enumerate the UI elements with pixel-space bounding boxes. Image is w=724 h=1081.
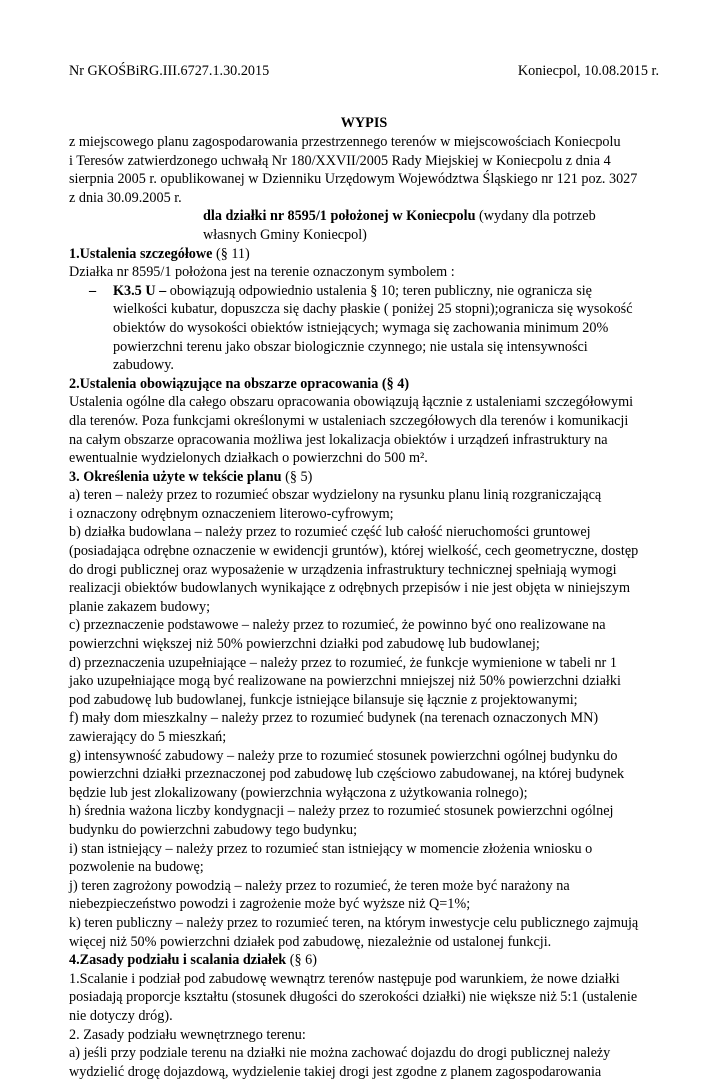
section-1-text: Działka nr 8595/1 położona jest na terenie oznaczonym symbolem : — [69, 264, 455, 281]
section-1-heading: 1.Ustalenia szczegółowe (§ 11) — [69, 245, 250, 262]
section-3-line: c) przeznaczenie podstawowe – należy przez to rozumieć, że powinno być ono realizowane na — [69, 617, 606, 634]
zone-line: wielkości kubatur, dopuszcza się dachy płaskie ( poniżej 25 stopni);ogranicza się wysokość — [113, 301, 633, 318]
section-3-line: pozwolenie na budowę; — [69, 859, 204, 876]
zone-line: obiektów do wysokości obiektów istniejących; wymaga się zachowania minimum 20% — [113, 319, 609, 336]
section-3-line: g) intensywność zabudowy – należy prze to rozumieć stosunek powierzchni ogólnej budynku do — [69, 747, 618, 764]
zone-line: zabudowy. — [113, 357, 174, 374]
section-3-heading: 3. Określenia użyte w tekście planu (§ 5) — [69, 468, 313, 485]
section-3-line: realizacji obiektów budowlanych wynikające z odrębnych przepisów i nie jest objęta w niniejszym — [69, 580, 631, 597]
section-4-line: posiadają proporcje kształtu (stosunek długości do szerokości działki) nie większe niż 5:1 (ustalenie — [69, 989, 638, 1006]
section-2-line: ewentualnie wydzielonych działkach o powierzchni do 500 m². — [69, 450, 428, 467]
section-3-line: budynku do powierzchni zabudowy tego budynku; — [69, 821, 358, 838]
parcel-line — [69, 207, 659, 226]
section-3-line: f) mały dom mieszkalny – należy przez to rozumieć budynek (na terenach oznaczonych MN) — [69, 710, 599, 727]
section-3-line: powierzchni działki przeznaczonej pod zabudowę lub częściowo zabudowanej, na której budynek — [69, 766, 625, 783]
section-3-line: więcej niż 50% powierzchni działek pod zabudowę, niezależnie od ustalonej funkcji. — [69, 933, 552, 950]
section-4-line: wydzielić drogę dojazdową, wydzielenie takiej drogi jest zgodne z planem zagospodarowania — [69, 1063, 602, 1080]
section-2-line: na całym obszarze opracowania możliwa jest lokalizacja obiektów i urządzeń infrastruktury na — [69, 431, 608, 448]
section-4-line: 1.Scalanie i podział pod zabudowę wewnątrz terenów następuje pod warunkiem, że nowe działki — [69, 970, 620, 987]
intro-line: i Teresów zatwierdzonego uchwałą Nr 180/XXVII/2005 Rady Miejskiej w Koniecpolu z dnia 4 — [69, 152, 611, 169]
section-3-line: jako uzupełniające mogą być realizowane na powierzchni mniejszej niż 50% powierzchni działki — [69, 673, 621, 690]
reference-number: Nr GKOŚBiRG.III.6727.1.30.2015 — [69, 63, 270, 79]
section-3-line: b) działka budowlana – należy przez to rozumieć część lub całość nieruchomości gruntowej — [69, 524, 591, 541]
section-3-line: powierzchni większej niż 50% powierzchni działki pod zabudowę lub budowlanej; — [69, 636, 540, 653]
section-3-line: a) teren – należy przez to rozumieć obszar wydzielony na rysunku planu linią rozgraniczającą — [69, 487, 602, 504]
parcel-rest: (wydany dla potrzeb — [475, 208, 596, 225]
zone-line: K3.5 U – obowiązują odpowiednio ustalenia § 10; teren publiczny, nie ogranicza się — [113, 282, 592, 299]
place-date: Koniecpol, 10.08.2015 r. — [517, 63, 659, 79]
document-body — [69, 133, 659, 1081]
section-3-line: d) przeznaczenia uzupełniające – należy przez to rozumieć, że funkcje wymienione w tabeli nr 1 — [69, 654, 617, 671]
section-3-line: zawierający do 5 mieszkań; — [69, 729, 227, 745]
section-4-heading: 4.Zasady podziału i scalania działek (§ 6) — [69, 952, 317, 969]
section-4-line: nie dotyczy dróg). — [69, 1007, 173, 1024]
section-3-line: h) średnia ważona liczby kondygnacji – należy przez to rozumieć stosunek powierzchni ogólnej — [69, 803, 614, 820]
section-2-line: dla terenów. Poza funkcjami określonymi w ustaleniach szczegółowych dla terenów i komunikacji — [69, 412, 629, 429]
section-2-heading: 2.Ustalenia obowiązujące na obszarze opracowania (§ 4) — [69, 375, 410, 392]
section-3-line: i oznaczony odrębnym oznaczeniem literowo-cyfrowym; — [69, 505, 394, 522]
zone-line: powierzchni terenu jako obszar biologicznie czynnego; nie ustala się intensywności — [113, 338, 588, 355]
section-3-line: j) teren zagrożony powodzią – należy przez to rozumieć, że teren może być narażony na — [69, 877, 570, 894]
section-3-line: niebezpieczeństwo powodzi i zagrożenie może być wyższe niż Q=1%; — [69, 896, 471, 913]
section-2-line: Ustalenia ogólne dla całego obszaru opracowania obowiązują łącznie z ustaleniami szczegółowymi — [69, 394, 634, 411]
intro-line: sierpnia 2005 r. opublikowanej w Dzienniku Urzędowym Województwa Śląskiego nr 121 poz. 3027 — [69, 171, 638, 188]
section-3-line: i) stan istniejący – należy przez to rozumieć stan istniejący w momencie złożenia wniosku o — [69, 840, 593, 857]
dash-bullet: – — [89, 282, 97, 299]
section-3-line: (posiadająca odrębne oznaczenie w ewidencji gruntów), której wielkość, cech geometryczne, dostęp — [69, 543, 639, 560]
parcel-line-2: własnych Gminy Koniecpol) — [203, 226, 367, 243]
document-title: WYPIS — [340, 115, 388, 131]
section-4-line: 2. Zasady podziału wewnętrznego terenu: — [69, 1026, 306, 1043]
intro-line: z miejscowego planu zagospodarowania przestrzennego terenów w miejscowościach Koniecpolu — [69, 134, 621, 150]
zone-symbol: K3.5 U – — [113, 282, 167, 299]
section-3-line: pod zabudowę lub budowlanej, funkcje istniejące bilansuje się łącznie z projektowanymi; — [69, 691, 578, 708]
section-3-line: będzie lub jest zlokalizowany (powierzchnia wyłączona z użytkowania rolnego); — [69, 784, 528, 801]
zone-item — [69, 282, 659, 375]
section-3-line: do drogi publicznej oraz wyposażenie w urządzenia infrastruktury technicznej spełniają wymogi — [69, 561, 617, 578]
document-header — [69, 62, 659, 82]
intro-line: z dnia 30.09.2005 r. — [69, 189, 182, 206]
section-3-line: planie zakazem budowy; — [69, 598, 211, 615]
section-4-line: a) jeśli przy podziale terenu na działki nie można zachować dojazdu do drogi publicznej należy — [69, 1045, 611, 1062]
section-3-line: k) teren publiczny – należy przez to rozumieć teren, na którym inwestycje celu publicznego zajmują — [69, 914, 639, 931]
parcel-bold: dla działki nr 8595/1 położonej w Koniecpolu — [203, 208, 476, 225]
